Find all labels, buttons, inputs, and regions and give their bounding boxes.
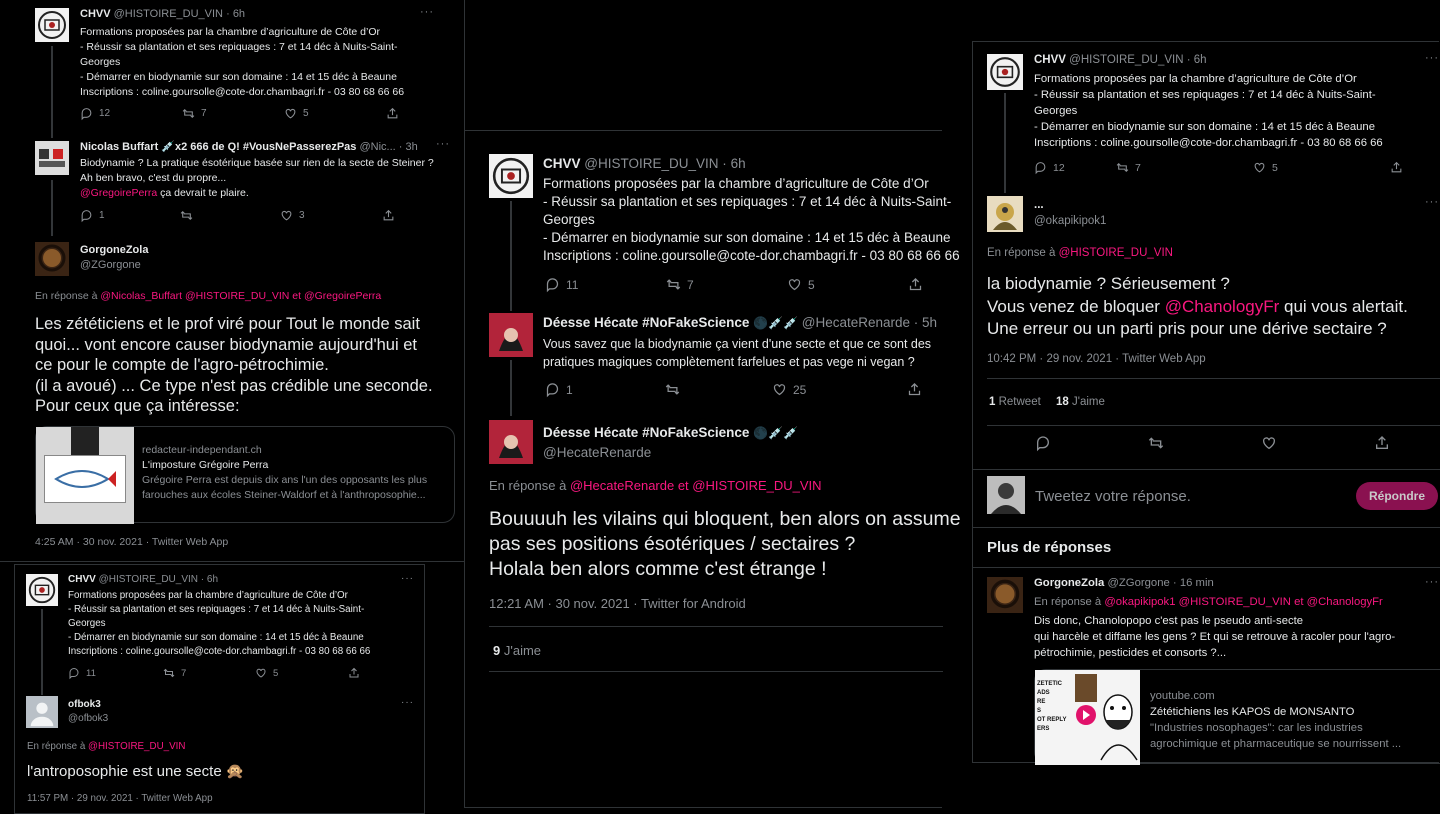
tweet-actions [545,277,923,292]
tweet-time[interactable]: 6h [730,156,746,171]
author-handle[interactable]: @ZGorgone [80,259,141,271]
more-options-icon[interactable]: ··· [1425,576,1439,588]
author-name[interactable]: ofbok3 [68,699,101,710]
author-name[interactable]: Nicolas Buffart 💉x2 666 de Q! #VousNePasserezPas [80,141,357,153]
author-name[interactable]: GorgoneZola [80,244,149,256]
author-handle[interactable]: @HecateRenarde [543,445,652,460]
tweet-time[interactable]: 3h [405,141,418,153]
heart-icon [284,107,297,120]
heart-icon [772,382,787,397]
retweet-button[interactable]: 7 [182,107,284,120]
retweet-button[interactable]: 7 [1116,161,1253,174]
author-handle[interactable]: @ZGorgone [1107,577,1170,589]
gorgonezola-avatar-icon [987,577,1023,613]
share-icon [907,382,922,397]
avatar[interactable] [489,154,533,198]
author-name[interactable]: Déesse Hécate #NoFakeScience [543,315,750,330]
avatar[interactable] [987,196,1023,232]
mention-link[interactable]: @ChanologyFr [1164,296,1280,316]
tweet-timestamp[interactable]: 12:21 AM · 30 nov. 2021 · Twitter for Android [489,596,746,611]
heart-icon [255,667,267,679]
tweet-header: GorgoneZola @ZGorgone · 16 min [1034,577,1214,589]
retweet-icon [1148,435,1164,451]
share-button[interactable] [1390,161,1403,174]
thread-line [1004,93,1006,193]
like-button[interactable]: 5 [255,667,348,679]
avatar[interactable] [35,141,69,175]
tweet-actions [80,107,399,120]
tweet-text: Formations proposées par la chambre d’agriculture de Côte d’Or - Réussir sa plantation et ses repiquages : 7 et 14 déc à Nuits-Saint- Georges - Démarrer en biodynamie sur son domaine : 14 et 15 déc à Beaune Inscriptions : coline.goursolle@cote-dor.chambagri.fr - 03 80 68 66 66 [1034,73,1383,149]
more-options-icon[interactable]: ··· [436,138,450,150]
share-icon [348,667,360,679]
tweet-panel-right [972,41,1439,763]
like-button[interactable]: 3 [280,209,382,222]
link-card-domain: redacteur-independant.ch [142,444,262,456]
heart-icon [280,209,293,222]
tweet-header: CHVV @HISTOIRE_DU_VIN · 6h [80,8,246,20]
tweet-actions [68,667,360,679]
author-name[interactable]: CHVV [543,156,581,171]
thread-line [51,46,53,138]
tweet-text: l'antroposophie est une secte 🙊 [27,763,245,780]
like-button[interactable]: 5 [284,107,386,120]
reply-context: En réponse à @Nicolas_Buffart @HISTOIRE_DU_VIN et @GregoirePerra [35,290,382,302]
tweet-text: Les zététiciens et le prof viré pour Tout le monde sait quoi... vont encore causer biodynamie aujourd'hui et ce pour le compte de l'agro-pétrochimie. (il a avoué) ... Ce type n'est pas crédible une seconde. Pour ceux que ça intéresse: [35,315,433,415]
hecate-avatar-icon [489,420,533,464]
tweet-header: Déesse Hécate #NoFakeScience 🌑💉💉 @HecateRenarde · 5h [543,315,938,330]
tweet-timestamp[interactable]: 11:57 PM · 29 nov. 2021 · Twitter Web App [27,793,213,804]
avatar[interactable] [26,696,58,728]
fish-illustration-icon [52,463,118,495]
tweet-header [543,423,798,462]
author-handle[interactable]: @HecateRenarde [801,315,911,330]
reply-input[interactable]: Tweetez votre réponse. [1035,488,1191,505]
heart-icon [787,277,802,292]
reply-button[interactable]: 11 [68,667,163,679]
avatar[interactable] [987,476,1025,514]
author-handle[interactable]: @Nic... [359,141,396,153]
mention-link[interactable]: @HISTOIRE_DU_VIN [184,290,290,302]
tweet-timestamp[interactable]: 10:42 PM · 29 nov. 2021 · Twitter Web App [987,353,1206,365]
thread-line [51,180,53,236]
avatar[interactable] [987,54,1023,90]
reply-button[interactable]: 1 [80,209,180,222]
avatar[interactable] [26,574,58,606]
more-options-icon[interactable]: ··· [1425,196,1439,208]
divider [489,626,943,627]
tweet-time[interactable]: 6h [206,574,219,585]
link-card-title: L'imposture Grégoire Perra [142,459,269,471]
share-button[interactable] [348,667,360,679]
tweet-header [80,243,148,273]
chvv-logo-icon [35,8,69,42]
cartoon-face-illustration-icon [1097,690,1139,760]
link-card[interactable]: redacteur-independant.ch L'imposture Grégoire Perra Grégoire Perra est depuis dix ans l'un des opposants les plus farouches aux écoles Steiner-Waldorf et à l'anthroposophie... [35,426,455,523]
author-name[interactable]: CHVV [68,574,96,585]
share-icon [382,209,395,222]
more-options-icon[interactable]: ··· [401,697,414,708]
mention-link[interactable]: @GregoirePerra [303,290,382,302]
retweet-button[interactable] [180,209,280,222]
avatar[interactable] [489,420,533,464]
author-name[interactable]: CHVV [1034,54,1066,66]
nicolas-avatar-icon [35,141,69,175]
share-icon [1390,161,1403,174]
share-button[interactable] [908,277,923,292]
avatar[interactable] [489,313,533,357]
retweet-button[interactable]: 7 [666,277,787,292]
thread-line [41,609,43,695]
share-button[interactable] [386,107,399,120]
link-card-description: Grégoire Perra est depuis dix ans l'un des opposants les plus [142,474,428,486]
author-name[interactable]: ... [1034,199,1044,211]
retweet-button[interactable] [1148,435,1261,451]
more-options-icon[interactable]: ··· [401,573,414,584]
okapikipok-avatar-icon [987,196,1023,232]
reply-context: En réponse à @HISTOIRE_DU_VIN [987,247,1173,259]
gorgonezola-avatar-icon [35,242,69,276]
likes-count[interactable]: 18 J'aime [1056,396,1105,408]
tweet-panel-left-bottom [14,564,425,814]
thread-line [510,360,512,416]
play-icon [1075,704,1097,726]
author-handle[interactable]: @HISTOIRE_DU_VIN [1069,54,1184,66]
retweet-icon [163,667,175,679]
chvv-logo-icon [26,574,58,606]
retweet-icon [665,382,680,397]
more-replies-heading: Plus de réponses [987,539,1112,556]
heart-icon [1261,435,1277,451]
reply-icon [1035,435,1051,451]
tweet-actions [545,382,922,397]
author-name[interactable]: Déesse Hécate #NoFakeScience [543,425,750,440]
share-icon [1374,435,1390,451]
reply-icon [1034,161,1047,174]
retweet-button[interactable] [665,382,772,397]
mention-link[interactable]: @ChanologyFr [1306,596,1383,608]
mention-link[interactable]: @HISTOIRE_DU_VIN [1178,596,1291,608]
like-button[interactable] [1261,435,1374,451]
user-avatar-icon [987,476,1025,514]
divider [987,425,1440,426]
link-card-title: Zététichiens les KAPOS de MONSANTO [1150,706,1355,718]
reply-submit-button[interactable]: Répondre [1356,482,1438,510]
tweet-text: Vous savez que la biodynamie ça vient d'une secte et que ce sont des pratiques magiques complètement farfelues et pas vege ni vegan ? [543,337,932,369]
chvv-logo-icon [987,54,1023,90]
mention-link[interactable]: @HecateRenarde [569,478,675,493]
author-name[interactable]: GorgoneZola [1034,577,1105,589]
retweet-icon [182,107,195,120]
link-card-image: ZETETIC ADS RE S OT REPLY ERS [1035,670,1140,765]
reply-context: En réponse à @HecateRenarde et @HISTOIRE_DU_VIN [489,478,822,493]
mention-link[interactable]: @Nicolas_Buffart [100,290,183,302]
author-handle[interactable]: @okapikipok1 [1034,215,1107,227]
reply-button[interactable] [1035,435,1148,451]
like-button[interactable]: 5 [1253,161,1390,174]
reply-button[interactable]: 1 [545,382,665,397]
mention-link[interactable]: @okapikipok1 [1104,596,1176,608]
tweet-timestamp[interactable]: 4:25 AM · 30 nov. 2021 · Twitter Web App [35,536,229,548]
more-options-icon[interactable]: ··· [1425,52,1439,64]
reply-icon [80,209,93,222]
thread-line [510,201,512,311]
divider [987,378,1440,379]
reply-icon [80,107,93,120]
tweet-panel-middle [464,130,961,808]
tweet-text: Formations proposées par la chambre d’agriculture de Côte d’Or - Réussir sa plantation et ses repiquages : 7 et 14 déc à Nuits-Saint- Georges - Démarrer en biodynamie sur son domaine : 14 et 15 déc à Beaune Inscriptions : coline.goursolle@cote-dor.chambagri.fr - 03 80 68 66 66 [68,590,371,657]
tweet-text: Bouuuuh les vilains qui bloquent, ben alors on assume pas ses positions ésotériques / sectaires ? Holala ben alors comme c'est étrange ! [489,508,961,580]
share-button[interactable] [1374,435,1390,451]
divider [973,567,1440,568]
name-emojis: 🌑💉💉 [753,316,798,330]
reply-button[interactable]: 12 [80,107,182,120]
tweet-text: Dis donc, Chanolopopo c'est pas le pseudo anti-secte qui harcèle et diffame les gens ? Et qui se retrouve à racoler pour l'agro- pétrochimie, pesticides et consorts ?... [1034,615,1396,659]
tweet-text: Biodynamie ? La pratique ésotérique basée sur rien de la secte de Steiner ? Ah ben bravo, c'est du propre... @GregoirePerra ça devrait te plaire. [80,157,434,199]
reply-icon [545,277,560,292]
tweet-time[interactable]: 16 min [1179,577,1214,589]
retweet-icon [1116,161,1129,174]
retweet-button[interactable]: 7 [163,667,255,679]
tweet-header [1034,197,1106,229]
mention-link[interactable]: @HISTOIRE_DU_VIN [692,478,822,493]
more-options-icon[interactable]: ··· [420,6,434,18]
share-button[interactable] [907,382,922,397]
author-handle[interactable]: @HISTOIRE_DU_VIN [113,8,224,20]
like-button[interactable]: 25 [772,382,907,397]
reply-button[interactable]: 12 [1034,161,1116,174]
tweet-actions [80,209,395,222]
tweet-header [68,698,108,726]
link-card-domain: youtube.com [1150,690,1215,702]
retweet-icon [180,209,193,222]
hecate-avatar-icon [489,313,533,357]
tweet-header: CHVV @HISTOIRE_DU_VIN · 6h [1034,54,1207,66]
tweet-text: Formations proposées par la chambre d’agriculture de Côte d’Or - Réussir sa plantation et ses repiquages : 7 et 14 déc à Nuits-Saint- Georges - Démarrer en biodynamie sur son domaine : 14 et 15 déc à Beaune Inscriptions : coline.goursolle@cote-dor.chambagri.fr - 03 80 68 66 66 [543,176,960,263]
retweet-icon [666,277,681,292]
reply-context: En réponse à @okapikipok1 @HISTOIRE_DU_VIN et @ChanologyFr [1034,596,1383,608]
name-emojis: 🌑💉💉 [753,426,798,440]
tweet-actions [1035,435,1390,451]
tweet-time[interactable]: 6h [1193,54,1207,66]
default-avatar-icon [26,696,58,728]
share-button[interactable] [382,209,395,222]
link-card-description: "Industries nosophages": car les industries [1150,722,1363,734]
reply-icon [68,667,80,679]
share-icon [386,107,399,120]
author-handle[interactable]: @ofbok3 [68,713,109,724]
tweet-time[interactable]: 5h [922,315,938,330]
heart-icon [1253,161,1266,174]
divider [973,527,1440,528]
author-handle[interactable]: @HISTOIRE_DU_VIN [584,156,719,171]
share-icon [908,277,923,292]
divider [973,469,1440,470]
avatar[interactable] [35,242,69,276]
tweet-time[interactable]: 6h [232,8,246,20]
tweet-panel-left-top [0,0,465,562]
author-handle[interactable]: @HISTOIRE_DU_VIN [98,574,199,585]
likes-count[interactable]: 9 J'aime [493,643,542,658]
chvv-logo-icon [489,154,533,198]
reply-button[interactable]: 11 [545,277,666,292]
avatar[interactable] [35,8,69,42]
tweet-header: CHVV @HISTOIRE_DU_VIN · 6h [68,574,219,585]
mention-link[interactable]: @GregoirePerra [80,187,158,199]
engagement-stats [989,396,1105,408]
tweet-text: Formations proposées par la chambre d’agriculture de Côte d’Or - Réussir sa plantation et ses repiquages : 7 et 14 déc à Nuits-Saint- Georges - Démarrer en biodynamie sur son domaine : 14 et 15 déc à Beaune Inscriptions : coline.goursolle@cote-dor.chambagri.fr - 03 80 68 66 66 [80,26,405,98]
mention-link[interactable]: @HISTOIRE_DU_VIN [1058,247,1173,259]
tweet-header: CHVV @HISTOIRE_DU_VIN · 6h [543,156,746,171]
mention-link[interactable]: @HISTOIRE_DU_VIN [88,741,186,752]
avatar[interactable] [987,577,1023,613]
reply-icon [545,382,560,397]
tweet-text: la biodynamie ? Sérieusement ? Vous venez de bloquer @ChanologyFr qui vous alertait. Une erreur ou un parti pris pour une dérive sectaire ? [987,274,1408,338]
reply-context: En réponse à @HISTOIRE_DU_VIN [27,741,186,752]
link-card[interactable]: ZETETIC ADS RE S OT REPLY ERS youtube.com Zététichiens les KAPOS de MONSANTO "Industries nosophages": car les industries agrochimique et pharmaceutique se nourrissent ... [1034,669,1440,764]
link-card-image [36,427,134,524]
author-name[interactable]: CHVV [80,8,111,20]
retweets-count[interactable]: 1 Retweet [989,396,1041,408]
tweet-header: Nicolas Buffart 💉x2 666 de Q! #VousNePasserezPas @Nic... · 3h [80,141,418,153]
tweet-actions [1034,161,1403,174]
divider [489,671,943,672]
like-button[interactable]: 5 [787,277,908,292]
